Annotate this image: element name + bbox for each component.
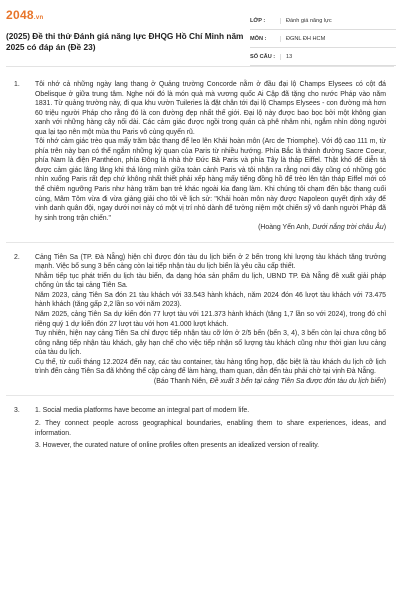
source-prefix: (Hoàng Yến Anh,	[258, 224, 313, 232]
info-table	[250, 12, 396, 66]
question-item-3	[0, 406, 400, 450]
source-title: Đề xuất 3 bến tại cảng Tiên Sa được đón tàu du lịch biển	[209, 377, 384, 385]
page-title: (2025) Đề thi thử Đánh giá năng lực ĐHQG Hồ Chí Minh năm 2025 có đáp án (Đề 23)	[6, 31, 244, 52]
info-value: 13	[280, 54, 396, 60]
header-divider	[6, 66, 394, 67]
source-suffix: )	[383, 224, 386, 232]
sentence: 2. They connect people across geographical boundaries, enabling them to share experiences, ideas, and information.	[35, 419, 386, 437]
sentence: 3. However, the curated nature of online profiles often presents an idealized version of reality.	[35, 442, 320, 450]
passage-paragraph: Nhằm tiếp tục phát triển du lịch tàu biển, đa dạng hóa sản phẩm du lịch, UBND TP. Đà Nẵng đề xuất giải pháp chống ùn tắc tại cảng Tiên Sa.	[35, 272, 386, 290]
passage-paragraph: Tuy nhiên, hiện nay cảng Tiên Sa chỉ được tiếp nhận tàu cỡ lớn ở 2/5 bến (bến 3, 4), 3 bến còn lại chưa công bố công năng tiếp nhận tàu khách, gây hạn chế cho việc tiếp nhận số lượng tàu khách cũng như thời gian lưu cảng của tàu du lịch.	[35, 330, 386, 357]
passage-paragraph: Cụ thể, từ cuối tháng 12.2024 đến nay, các tàu container, tàu hàng tổng hợp, đặc biệt là tàu khách du lịch cỡ lịch trình đến cảng Tiên Sa đã không thể cập cảng để làm hàng, tham quan, dẫn đến tàu phải chờ tại vịnh Đà Nẵng.	[35, 358, 386, 376]
logo-text: 2048	[6, 8, 34, 22]
source-title: Dưới nắng trời châu Âu	[312, 224, 384, 232]
info-key: SỐ CÂU :	[250, 53, 276, 60]
passage-paragraph: Tôi nhớ cảm giác trèo qua mấy trăm bậc thang để leo lên Khải hoàn môn (Arc de Triomphe). Với độ cao 111 m, từ phía trên này bạn có thể ngắm những kỳ quan của Paris từ nhiều hướng. Phía Bắc là thánh đường Sacre Coeur, phía Nam là điện Panthéon, phía Đông là nhà thờ Đức Bà Paris và phía Tây là tháp Eiffel. Thật khó để diễn tả được cảm giác lâng lâng khi thả lỏng mình giữa toàn cảnh Paris và tôi nhận ra rằng nơi đây cũng có những góc nhìn xuống Paris rất đẹp chứ không nhất thiết phải xếp hàng mấy tiếng đồng hồ để trèo lên tận tháp Eiffel mới có thể chiêm ngưỡng Paris như hàng trăm bạn trẻ khác ngoài kia đang làm. Khi chúng tôi chạm đến bậc thang cuối cùng, Mâm Tôm vừa đi vừa giảng giải cho tôi về lịch sử: "Khải hoàn môn này được Napoleon quyết định xây để vinh danh quân đội, ngay dưới nơi này có một vị trí nhỏ dành để tưởng niệm một chiến sỹ vô danh người Pháp đã hy sinh trong trận chiến."	[35, 138, 386, 222]
sentence: 1. Social media platforms have become an integral part of modern life.	[35, 407, 250, 415]
source-suffix: )	[383, 377, 386, 385]
question-number: 2.	[14, 253, 20, 261]
info-row-subject	[250, 30, 396, 48]
question-item-1	[0, 80, 400, 233]
info-key: MÔN :	[250, 35, 267, 42]
passage-paragraph: Năm 2023, cảng Tiên Sa đón 21 tàu khách với 33.543 hành khách, năm 2024 đón 46 lượt tàu khách với 73.475 hành khách (tăng gấp 2,2 lần so với năm 2023).	[35, 291, 386, 309]
question-number: 3.	[14, 407, 20, 415]
passage-source	[35, 377, 386, 387]
passage-paragraph: Tôi nhớ cả những ngày lang thang ở Quảng trường Concorde nằm ở đầu đại lộ Champs Elysees có cột đá Obelisque ở giữa trung tâm. Nghe nói đó là món quà mà vương quốc Ai Cập đã tặng cho nước Pháp vào năm 1831. Từ quảng trường này, đi qua khu vườn Tuileries là đặt chân tới đại lộ Champs Elysees - con đường mà hơn 60 triệu người Pháp cho rằng đó là con đường đẹp nhất thế giới. Đại lộ này được bao bọc bởi một không gian xanh với những hàng cây nối dài. Các cảm giác được ngồi trong quán cà phê nhâm nhi, ngắm nhìn dòng người qua lại tạo nên một mùa thu Paris vô cùng quyến rũ.	[35, 81, 386, 136]
info-value: Đánh giá năng lực	[280, 18, 396, 24]
passage-paragraph: Năm 2025, cảng Tiên Sa dự kiến đón 77 lượt tàu với 121.373 hành khách (tăng 1,7 lần so với 2024), trong đó chỉ riêng quý 1 dự kiến đón 27 lượt tàu với hơn 41.000 lượt khách.	[35, 311, 386, 328]
logo-suffix: .vn	[33, 15, 44, 21]
info-row-class	[250, 12, 396, 30]
question-number: 1.	[14, 81, 20, 88]
source-prefix: (Báo Thanh Niên,	[153, 377, 210, 385]
question-divider	[6, 395, 394, 396]
info-key: LỚP :	[250, 17, 266, 24]
page-header	[0, 0, 400, 66]
question-list	[0, 80, 400, 454]
site-logo[interactable]	[6, 8, 43, 22]
question-item-2	[0, 253, 400, 387]
passage-paragraph: Cảng Tiên Sa (TP. Đà Nẵng) hiện chỉ được đón tàu du lịch biển ở 2 bến trong khi lượng tàu khách tăng trưởng mạnh. Việc bổ sung 3 bến cảng còn lại tiếp nhận tàu du lịch biển là yêu cầu cấp thiết.	[35, 253, 386, 271]
info-row-count	[250, 48, 396, 66]
question-divider	[6, 242, 394, 243]
info-value: ĐGNL ĐH HCM	[280, 36, 396, 42]
passage-source	[35, 223, 386, 233]
